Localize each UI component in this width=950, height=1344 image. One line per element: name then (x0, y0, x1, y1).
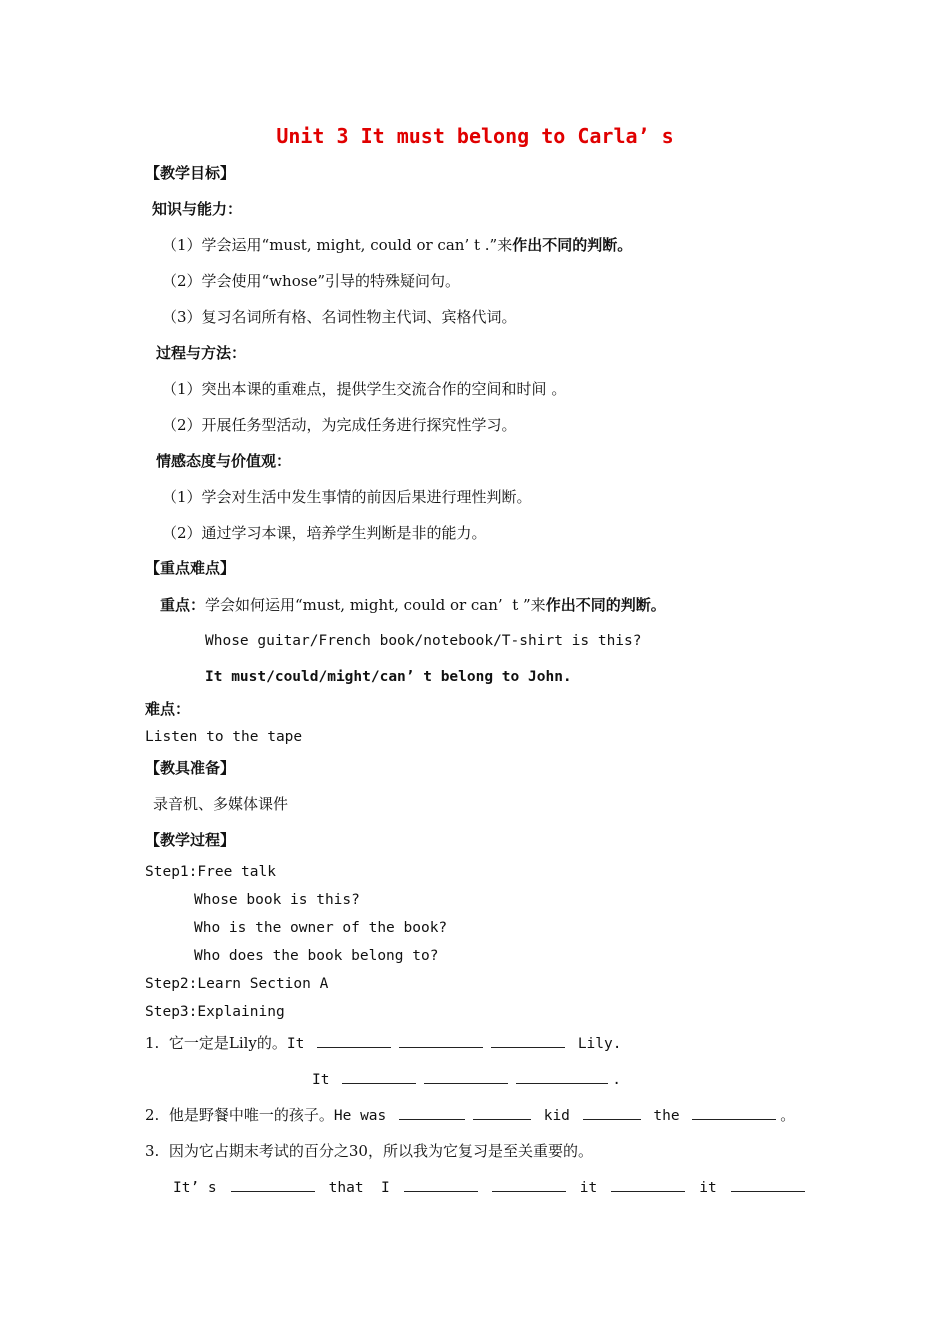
objective-item: （1）学会对生活中发生事情的前因后果进行理性判断。 (162, 488, 532, 506)
objective-item: （2）学会使用“whose”引导的特殊疑问句。 (162, 272, 460, 290)
answer-blank[interactable] (399, 1105, 465, 1120)
step-1-question: Whose book is this? (194, 892, 360, 908)
exercise-2: 2. 他是野餐中唯一的孩子。He was kid the 。 (145, 1106, 796, 1124)
step-1: Step1:Free talk (145, 864, 276, 880)
example-answer: It must/could/might/can’ t belong to John. (205, 669, 572, 685)
exercise-1: 1. 它一定是Lily的。It Lily. (145, 1034, 622, 1052)
page-title: Unit 3 It must belong to Carla’ s (276, 124, 674, 148)
section-heading-materials: 【教具准备】 (145, 759, 236, 777)
section-heading-procedure: 【教学过程】 (145, 831, 236, 849)
answer-blank[interactable] (492, 1177, 566, 1192)
answer-blank[interactable] (473, 1105, 531, 1120)
section-heading-objectives: 【教学目标】 (145, 164, 236, 182)
answer-blank[interactable] (692, 1105, 776, 1120)
answer-blank[interactable] (491, 1033, 565, 1048)
objective-item: （3）复习名词所有格、名词性物主代词、宾格代词。 (162, 308, 517, 326)
difficulty-text: Listen to the tape (145, 729, 303, 745)
materials-text: 录音机、多媒体课件 (153, 795, 289, 813)
answer-blank[interactable] (342, 1069, 416, 1084)
subheading-knowledge: 知识与能力： (152, 200, 243, 218)
exercise-1-line-2: It . (312, 1069, 621, 1090)
subheading-process: 过程与方法： (156, 344, 247, 362)
key-point-line: 重点：学会如何运用“must, might, could or can’ t ”来作出不同的判断。 (160, 596, 666, 614)
answer-blank[interactable] (583, 1105, 641, 1120)
answer-blank[interactable] (516, 1069, 608, 1084)
answer-blank[interactable] (404, 1177, 478, 1192)
difficulty-label: 难点： (145, 700, 191, 718)
answer-blank[interactable] (317, 1033, 391, 1048)
answer-blank[interactable] (399, 1033, 483, 1048)
exercise-3: 3. 因为它占期末考试的百分之30，所以我为它复习是至关重要的。 (145, 1142, 593, 1160)
section-heading-key-points: 【重点难点】 (145, 559, 236, 577)
step-2: Step2:Learn Section A (145, 976, 329, 992)
exercise-3-line-2: It’ s that I it it (173, 1177, 805, 1198)
step-3: Step3:Explaining (145, 1004, 285, 1020)
step-1-question: Who does the book belong to? (194, 948, 439, 964)
step-1-question: Who is the owner of the book? (194, 920, 448, 936)
objective-item: （2）开展任务型活动，为完成任务进行探究性学习。 (162, 416, 517, 434)
objective-item: （1）突出本课的重难点，提供学生交流合作的空间和时间 。 (162, 380, 567, 398)
answer-blank[interactable] (731, 1177, 805, 1192)
answer-blank[interactable] (231, 1177, 315, 1192)
objective-item: （1）学会运用“must, might, could or can’ t .”来作出不同的判断。 (162, 236, 633, 254)
answer-blank[interactable] (424, 1069, 508, 1084)
subheading-attitude: 情感态度与价值观： (156, 452, 292, 470)
answer-blank[interactable] (611, 1177, 685, 1192)
objective-item: （2）通过学习本课，培养学生判断是非的能力。 (162, 524, 487, 542)
example-question: Whose guitar/French book/notebook/T-shirt is this? (205, 633, 642, 649)
